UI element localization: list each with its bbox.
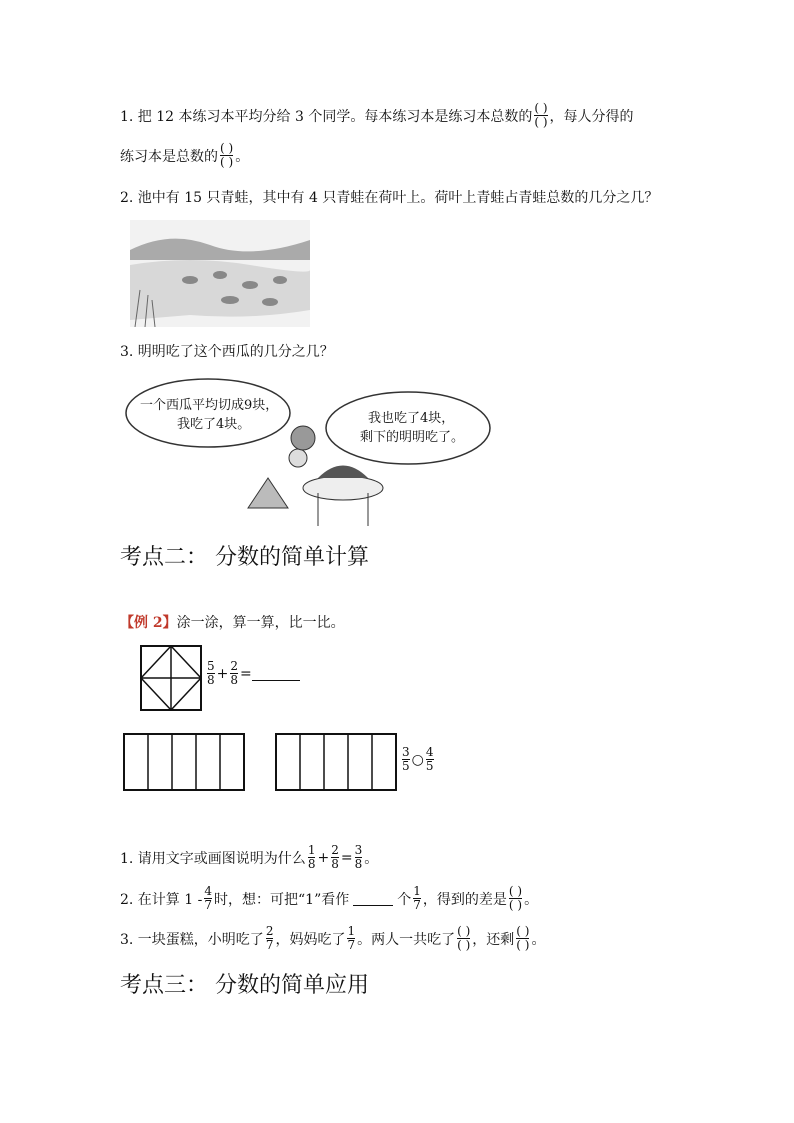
practice-2: 2. 在计算 1 - $\frac{4}{7}$ 时，想：可把“1”看作 个 $\frac{1}{7}$ ，得到的差是 $\frac{( )}{( )}$ 。 [120,884,539,912]
square-diamond-figure[interactable] [140,645,202,711]
rectangle-fifths-right[interactable] [275,733,397,791]
answer-fraction[interactable]: $\frac{( )}{( )}$ [516,924,530,952]
question-3: 3. 明明吃了这个西瓜的几分之几？ [120,344,334,360]
q1-text3: 练习本是总数的 [120,148,218,165]
compare-circle[interactable]: ○ [411,751,424,768]
question-1-line1 [120,102,634,129]
answer-fraction[interactable]: $\frac{( )}{( )}$ [457,924,471,952]
answer-fraction[interactable]: $\frac{( )}{( )}$ [220,141,234,169]
watermelon-scene [118,368,493,526]
frog-pond-image [130,220,310,327]
practice-3: 3. 一块蛋糕，小明吃了 $\frac{2}{7}$ ，妈妈吃了 $\frac{1}{7}$ 。两人一共吃了 $\frac{( )}{( )}$ ，还剩 $\frac{( )}{( )}$ 。 [120,924,546,952]
expression-2: $\frac{3}{5}$ ○ $\frac{4}{5}$ [402,745,434,773]
q1-text: 1. 把 12 本练习本平均分给 3 个同学。每本练习本是练习本总数的 [120,108,533,125]
section-heading: 考点三： 分数的简单应用 [120,973,369,998]
expression-1: $\frac{5}{8}$ + $\frac{2}{8}$ = [205,660,300,687]
speech-bubble-right-1: 我也吃了4块， [368,411,455,426]
answer-fraction[interactable]: $\frac{( )}{( )}$ [534,101,548,129]
section-heading: 考点二： 分数的简单计算 [120,545,369,570]
question-2: 2. 池中有 15 只青蛙，其中有 4 只青蛙在荷叶上。荷叶上青蛙占青蛙总数的几分之几？ [120,190,659,206]
q1-text2: ，每人分得的 [549,108,634,125]
speech-bubble-left-1: 一个西瓜平均切成9块， [140,398,279,413]
rectangle-fifths-left[interactable] [123,733,245,791]
speech-bubble-left-2: 我吃了4块。 [177,417,251,432]
answer-blank[interactable] [252,666,300,681]
practice-1: 1. 请用文字或画图说明为什么 $\frac{1}{8}$ + $\frac{2}{8}$ = $\frac{3}{8}$ 。 [120,843,379,871]
speech-bubble-right-2: 剩下的明明吃了。 [360,430,465,445]
answer-blank[interactable] [353,891,393,906]
example-2: 【例 2】 涂一涂，算一算，比一比。 [120,612,345,632]
question-1-line2: 练习本是总数的 $\frac{( )}{( )}$ 。 [120,141,250,169]
example-tag: 【例 2】 [120,615,177,631]
answer-fraction[interactable]: $\frac{( )}{( )}$ [508,884,523,912]
